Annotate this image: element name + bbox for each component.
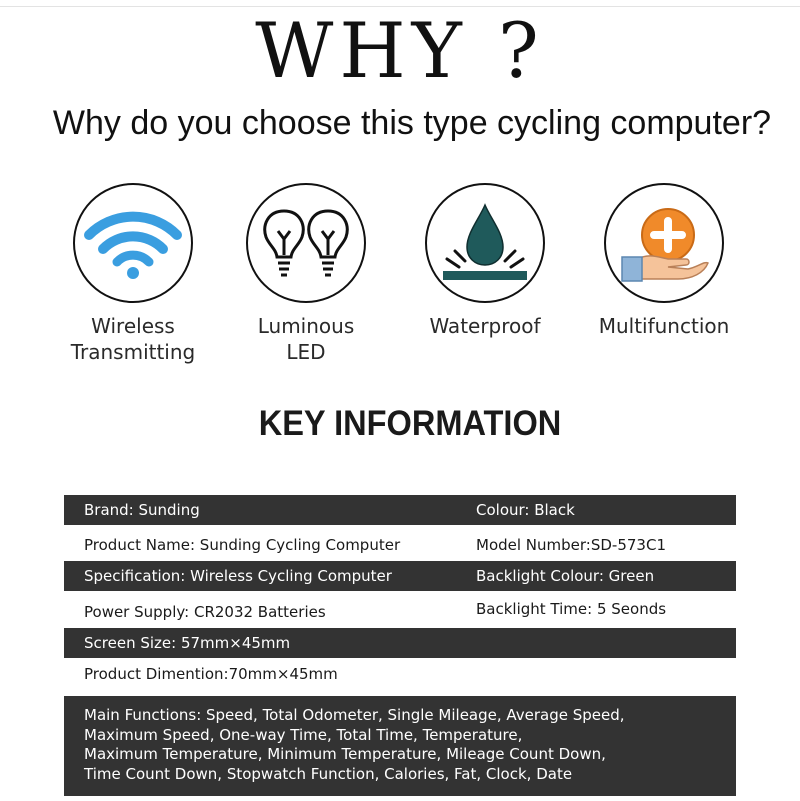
water-drop-icon: [435, 201, 535, 285]
info-row-product-dimention: [64, 659, 736, 689]
info-row-brand: [64, 495, 736, 525]
info-row-specification: [64, 561, 736, 591]
main-functions-line: Maximum Speed, One-way Time, Total Time, Temperature,: [84, 725, 523, 744]
feature-waterproof: [385, 183, 585, 339]
page-subtitle: Why do you choose this type cycling computer?: [52, 104, 772, 142]
feature-circle: [604, 183, 724, 303]
info-cell-screen-size: Screen Size: 57mm×45mm: [84, 634, 291, 652]
feature-label: Luminous LED: [257, 314, 355, 364]
info-cell-product-dimention: Product Dimention:70mm×45mm: [84, 665, 338, 683]
info-row-screen-size: [64, 628, 736, 658]
feature-wireless: [33, 183, 233, 365]
info-row-power-supply: [64, 595, 736, 625]
main-functions-box: [64, 696, 736, 796]
feature-circle: [246, 183, 366, 303]
feature-label: Wireless Transmitting: [70, 314, 196, 364]
info-cell-colour: Colour: Black: [476, 501, 575, 519]
section-title-key-information: KEY INFORMATION: [258, 404, 562, 443]
main-functions-line: Maximum Temperature, Minimum Temperature, Mileage Count Down,: [84, 745, 606, 763]
feature-multifunction: [564, 183, 764, 339]
feature-luminous-led: [206, 183, 406, 365]
info-cell-power-supply: Power Supply: CR2032 Batteries: [84, 603, 326, 621]
info-cell-model-number: Model Number:SD-573C1: [476, 536, 666, 554]
plus-hand-icon: [614, 201, 714, 285]
feature-circle: [425, 183, 545, 303]
main-functions-line: Main Functions: Speed, Total Odometer, Single Mileage, Average Speed,: [84, 706, 625, 724]
info-cell-brand: Brand: Sunding: [84, 501, 200, 519]
info-cell-specification: Specification: Wireless Cycling Computer: [84, 567, 392, 585]
info-cell-product-name: Product Name: Sunding Cycling Computer: [84, 536, 401, 554]
info-cell-backlight-time: Backlight Time: 5 Seonds: [476, 600, 667, 618]
info-cell-backlight-colour: Backlight Colour: Green: [476, 567, 655, 585]
feature-label: Waterproof: [429, 314, 541, 338]
page-title: WHY ?: [255, 6, 545, 95]
feature-label: Multifunction: [598, 314, 730, 338]
wifi-icon: [83, 203, 183, 283]
info-row-product-name: [64, 530, 736, 560]
lightbulb-icon: [258, 203, 354, 283]
main-functions-line: Time Count Down, Stopwatch Function, Calories, Fat, Clock, Date: [84, 764, 573, 783]
feature-circle: [73, 183, 193, 303]
